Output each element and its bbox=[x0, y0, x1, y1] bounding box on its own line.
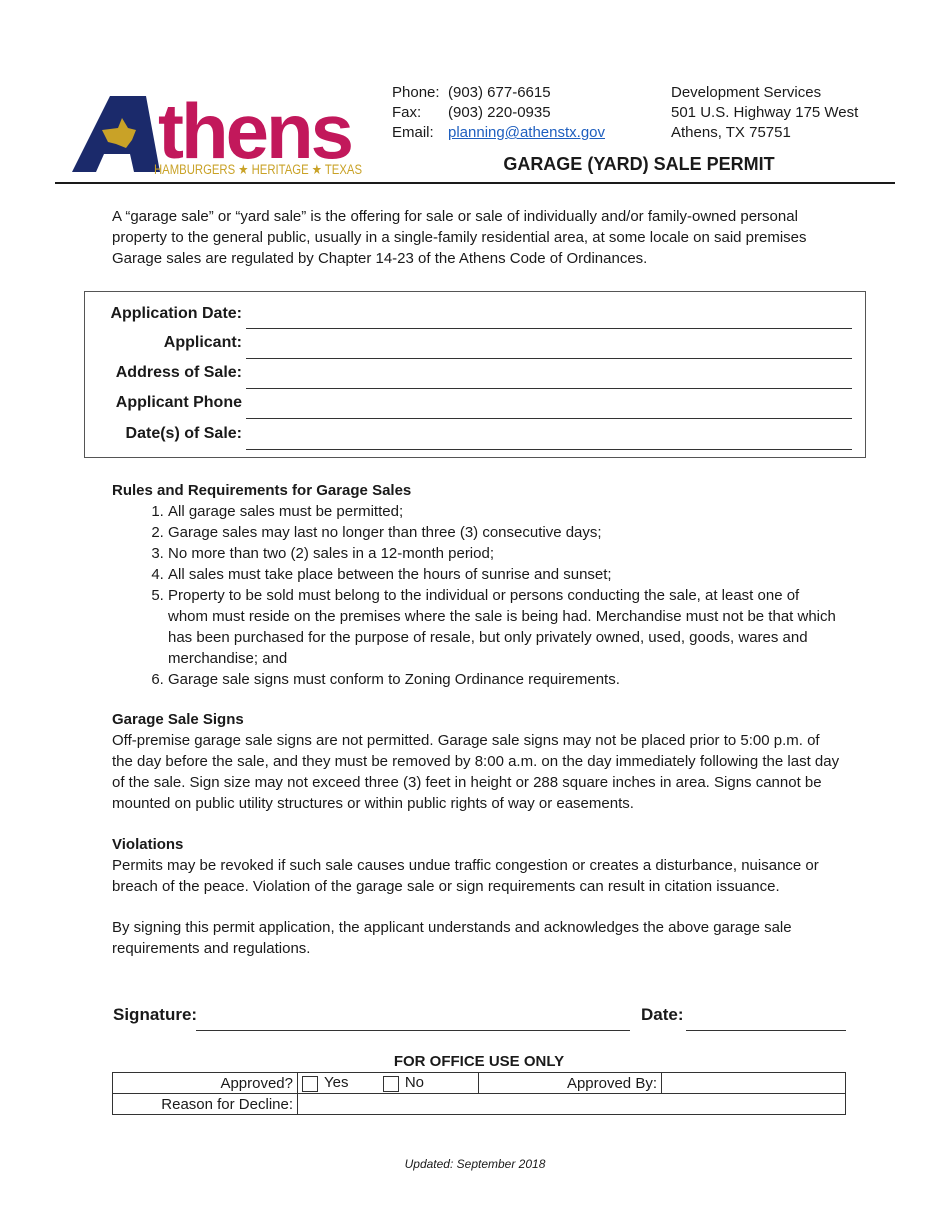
email-link[interactable]: planning@athenstx.gov bbox=[448, 124, 606, 141]
list-item: 2. Garage sales may last no longer than three (3) consecutive days; bbox=[168, 522, 840, 543]
logo-wordmark: thens bbox=[158, 92, 352, 175]
signature-label: Signature: bbox=[113, 1005, 198, 1024]
applicant-field[interactable] bbox=[246, 358, 852, 359]
signs-heading: Garage Sale Signs bbox=[112, 711, 244, 728]
signs-section bbox=[112, 709, 840, 814]
page-title: GARAGE (YARD) SALE PERMIT bbox=[503, 154, 775, 174]
header-divider bbox=[55, 182, 895, 184]
acknowledgement-paragraph: By signing this permit application, the applicant understands and acknowledges the above garage sale requirements and regulations. bbox=[112, 919, 792, 957]
approved-by-field[interactable] bbox=[662, 1073, 846, 1094]
list-item: 4. All sales must take place between the hours of sunrise and sunset; bbox=[168, 564, 840, 585]
violations-text: Permits may be revoked if such sale causes undue traffic congestion or creates a disturbance, nuisance or breach of the peace. Violation of the garage sale or sign requirements can result in citation issuance. bbox=[112, 857, 819, 895]
date-label: Date: bbox=[641, 1005, 684, 1024]
rules-heading: Rules and Requirements for Garage Sales bbox=[112, 482, 412, 499]
address-of-sale-field[interactable] bbox=[246, 388, 852, 389]
signs-text: Off-premise garage sale signs are not permitted. Garage sale signs may not be placed prior to 5:00 p.m. of the day before the sale, and they must be removed by 8:00 a.m. on the day immediately following the last day of the sale. Sign size may not exceed three (3) feet in height or 288 square inches in area. Signs cannot be mounted on public utility structures or within public rights of way or easements. bbox=[112, 732, 840, 812]
list-item: 6. Garage sale signs must conform to Zoning Ordinance requirements. bbox=[168, 669, 840, 690]
contact-email: Email: planning@athenstx.gov bbox=[392, 124, 606, 141]
contact-phone: Phone: (903) 677-6615 bbox=[392, 84, 551, 101]
list-item: 5. Property to be sold must belong to the individual or persons conducting the sale, at least one of whom must reside on the premises where the sale is being had. Merchandise must not be that which has been purchased for the purpose of resale, but only privately owned, used, goods, wares and merchandise; and bbox=[168, 585, 840, 669]
table-row bbox=[113, 1073, 846, 1094]
dates-of-sale-label: Date(s) of Sale: bbox=[125, 425, 242, 442]
department-address: Development Services 501 U.S. Highway 175 West Athens, TX 75751 bbox=[671, 84, 859, 141]
dates-of-sale-field[interactable] bbox=[246, 449, 852, 450]
violations-heading: Violations bbox=[112, 836, 184, 853]
office-use-table bbox=[112, 1072, 846, 1115]
yes-checkbox[interactable] bbox=[302, 1076, 318, 1092]
table-row bbox=[113, 1094, 846, 1115]
reason-label: Reason for Decline: bbox=[113, 1094, 298, 1115]
list-item: 3. No more than two (2) sales in a 12-month period; bbox=[168, 543, 840, 564]
approved-label: Approved? bbox=[113, 1073, 298, 1094]
updated-footer: Updated: September 2018 bbox=[404, 1157, 546, 1171]
no-checkbox[interactable] bbox=[383, 1076, 399, 1092]
applicant-label: Applicant: bbox=[163, 334, 242, 351]
reason-field[interactable] bbox=[298, 1094, 846, 1115]
violations-section bbox=[112, 834, 840, 897]
applicant-phone-label: Applicant Phone bbox=[115, 394, 242, 411]
approved-options bbox=[298, 1073, 479, 1094]
application-date-label: Application Date: bbox=[110, 305, 242, 322]
office-use-heading: FOR OFFICE USE ONLY bbox=[393, 1053, 565, 1070]
yes-label: Yes bbox=[324, 1074, 349, 1092]
rules-section bbox=[112, 480, 840, 690]
application-date-field[interactable] bbox=[246, 328, 852, 329]
address-of-sale-label: Address of Sale: bbox=[115, 364, 242, 381]
athens-logo bbox=[72, 92, 368, 178]
contact-fax: Fax: (903) 220-0935 bbox=[392, 104, 551, 121]
no-label: No bbox=[404, 1074, 425, 1092]
logo-tagline: HAMBURGERS ★ HERITAGE ★ TEXAS bbox=[154, 162, 362, 177]
contact-block bbox=[392, 83, 605, 143]
approved-by-label: Approved By: bbox=[479, 1073, 662, 1094]
signature-field[interactable] bbox=[196, 1030, 630, 1031]
date-field[interactable] bbox=[686, 1030, 846, 1031]
rules-list bbox=[112, 501, 840, 690]
list-item: 1. All garage sales must be permitted; bbox=[168, 501, 840, 522]
applicant-phone-field[interactable] bbox=[246, 418, 852, 419]
intro-paragraph: A “garage sale” or “yard sale” is the offering for sale or sale of individually and/or family-owned personal property to the general public, usually in a single-family residential area, at some locale on said premises Garage sales are regulated by Chapter 14-23 of the Athens Code of Ordinances. bbox=[112, 208, 807, 267]
